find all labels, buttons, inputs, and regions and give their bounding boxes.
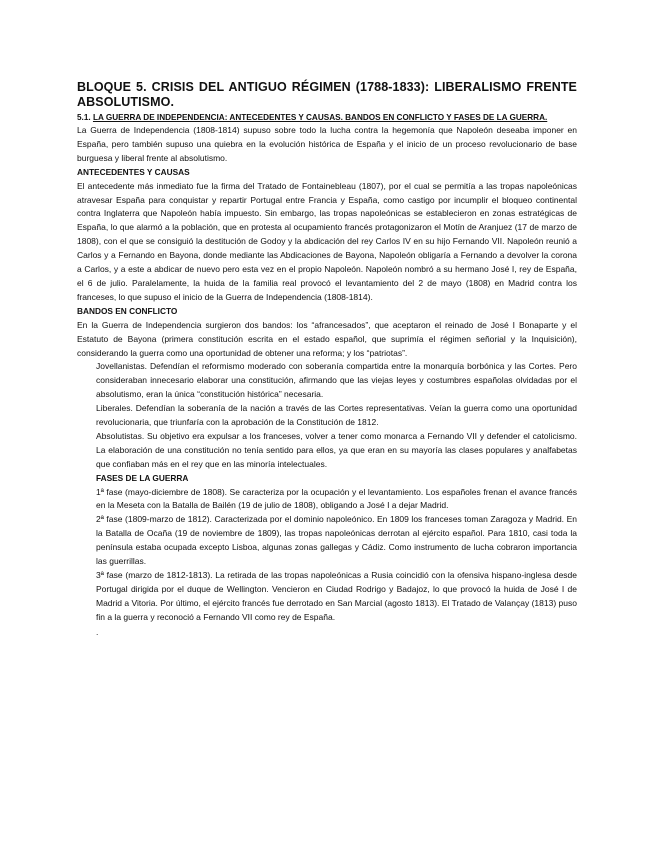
antecedentes-paragraph: El antecedente más inmediato fue la firma del Tratado de Fontainebleau (1807), por el cual se permitía a las tropas napoleónicas atravesar España para conquistar y repartir Portugal entre Francia y España, como castigo por incumplir el bloqueo continental contra Inglaterra que Napoleón había impuesto. Sin embargo, las tropas napoleónicas se establecieron en zonas estratégicas de España, lo que alarmó a la población, que en protesta al ocupamiento francés protagonizaron el Motín de Aranjuez (17 de marzo de 1808), con el que se consiguió la destitución de Godoy y la abdicación del rey Carlos IV en su hijo Fernando VII. Napoleón reunió a Carlos y a Fernando en Bayona, donde mediante las Abdicaciones de Bayona, Napoleón obligaría a Fernando a devolver la corona a Carlos, y a este a abdicar de nuevo pero esta vez en el propio Napoleón. Napoleón nombró a su hermano José I, rey de España, el 6 de julio. Paralelamente, la huida de la familia real provocó el levantamiento del 2 de mayo (1808) en Madrid contra los franceses, lo que supuso el inicio de la Guerra de Independencia (1808-1814). (77, 180, 577, 302)
bando-jovellanistas: Jovellanistas. Defendían el reformismo moderado con soberanía compartida entre la monarquía borbónica y las Cortes. Pero consideraban innecesario elaborar una constitución, afirmando que las viejas leyes y costumbres españolas olvidadas por el absolutismo, eran la única “constitución histórica” necesaria. (96, 361, 577, 400)
bando-liberales: Liberales. Defendían la soberanía de la nación a través de las Cortes representativas. Veían la guerra como una oportunidad revolucionaria, que triunfaría con la aprobación de la Constitución de 1812. (96, 403, 577, 428)
document-title: BLOQUE 5. CRISIS DEL ANTIGUO RÉGIMEN (1788-1833): LIBERALISMO FRENTE ABSOLUTISMO. (77, 80, 577, 109)
fase-3: 3ª fase (marzo de 1812-1813). La retirada de las tropas napoleónicas a Rusia coincidió con la ofensiva hispano-inglesa desde Portugal dirigida por el duque de Wellington. Vencieron en Ciudad Rodrigo y Badajoz, lo que provocó la huida de José I de Madrid a Vitoria. Por último, el ejército francés fue derrotado en San Marcial (agosto 1813). El Tratado de Valançay (1813) puso fin a la guerra y reconoció a Fernando VII como rey de España. (96, 570, 577, 622)
section-title: LA GUERRA DE INDEPENDENCIA: ANTECEDENTES Y CAUSAS. BANDOS EN CONFLICTO Y FASES DE LA GUERRA. (92, 113, 548, 122)
bandos-paragraph: En la Guerra de Independencia surgieron dos bandos: los “afrancesados”, que aceptaron el reinado de José I Bonaparte y el Estatuto de Bayona (primera constitución escrita en el estado español, que suprimía el régimen señorial y la Inquisición), considerando la guerra como una oportunidad de obtener una reforma; y los “patriotas”. (77, 319, 577, 358)
fases-heading: FASES DE LA GUERRA (96, 472, 189, 483)
trailing-dot: . (96, 626, 99, 637)
bandos-list (77, 360, 577, 638)
fase-1: 1ª fase (mayo-diciembre de 1808). Se caracteriza por la ocupación y el levantamiento. Los españoles frenan el avance francés en la Meseta con la Batalla de Bailén (19 de julio de 1808), obligando a José I a dejar Madrid. (96, 486, 577, 511)
section-number: 5.1. (77, 113, 91, 122)
antecedentes-heading: ANTECEDENTES Y CAUSAS (77, 166, 190, 177)
bando-absolutistas: Absolutistas. Su objetivo era expulsar a los franceses, volver a tener como monarca a Fernando VII y defender el catolicismo. La elaboración de una constitución no tenía sentido para ellos, ya que eran en su mayoría las clases populares y analfabetas que confiaban más en el rey que en las minoría intelectuales. (96, 430, 577, 469)
section-heading (77, 112, 577, 124)
document-page (77, 80, 577, 639)
fase-2: 2ª fase (1809-marzo de 1812). Caracterizada por el dominio napoleónico. En 1809 los franceses toman Zaragoza y Madrid. En la Batalla de Ocaña (19 de noviembre de 1809), las tropas napoleónicas derrotan al ejército español. Para 1810, casi toda la península estaba ocupada excepto Lisboa, algunas zonas gallegas y Cádiz. Como instrumento de lucha cobraron importancia las guerrillas. (96, 514, 577, 567)
bandos-heading: BANDOS EN CONFLICTO (77, 305, 178, 316)
intro-paragraph: La Guerra de Independencia (1808-1814) supuso sobre todo la lucha contra la hegemonía que Napoleón deseaba imponer en España, pero también supuso una quiebra en la evolución histórica de España y el inicio de un proceso revolucionario de base burguesa y liberal frente al absolutismo. (77, 125, 577, 163)
